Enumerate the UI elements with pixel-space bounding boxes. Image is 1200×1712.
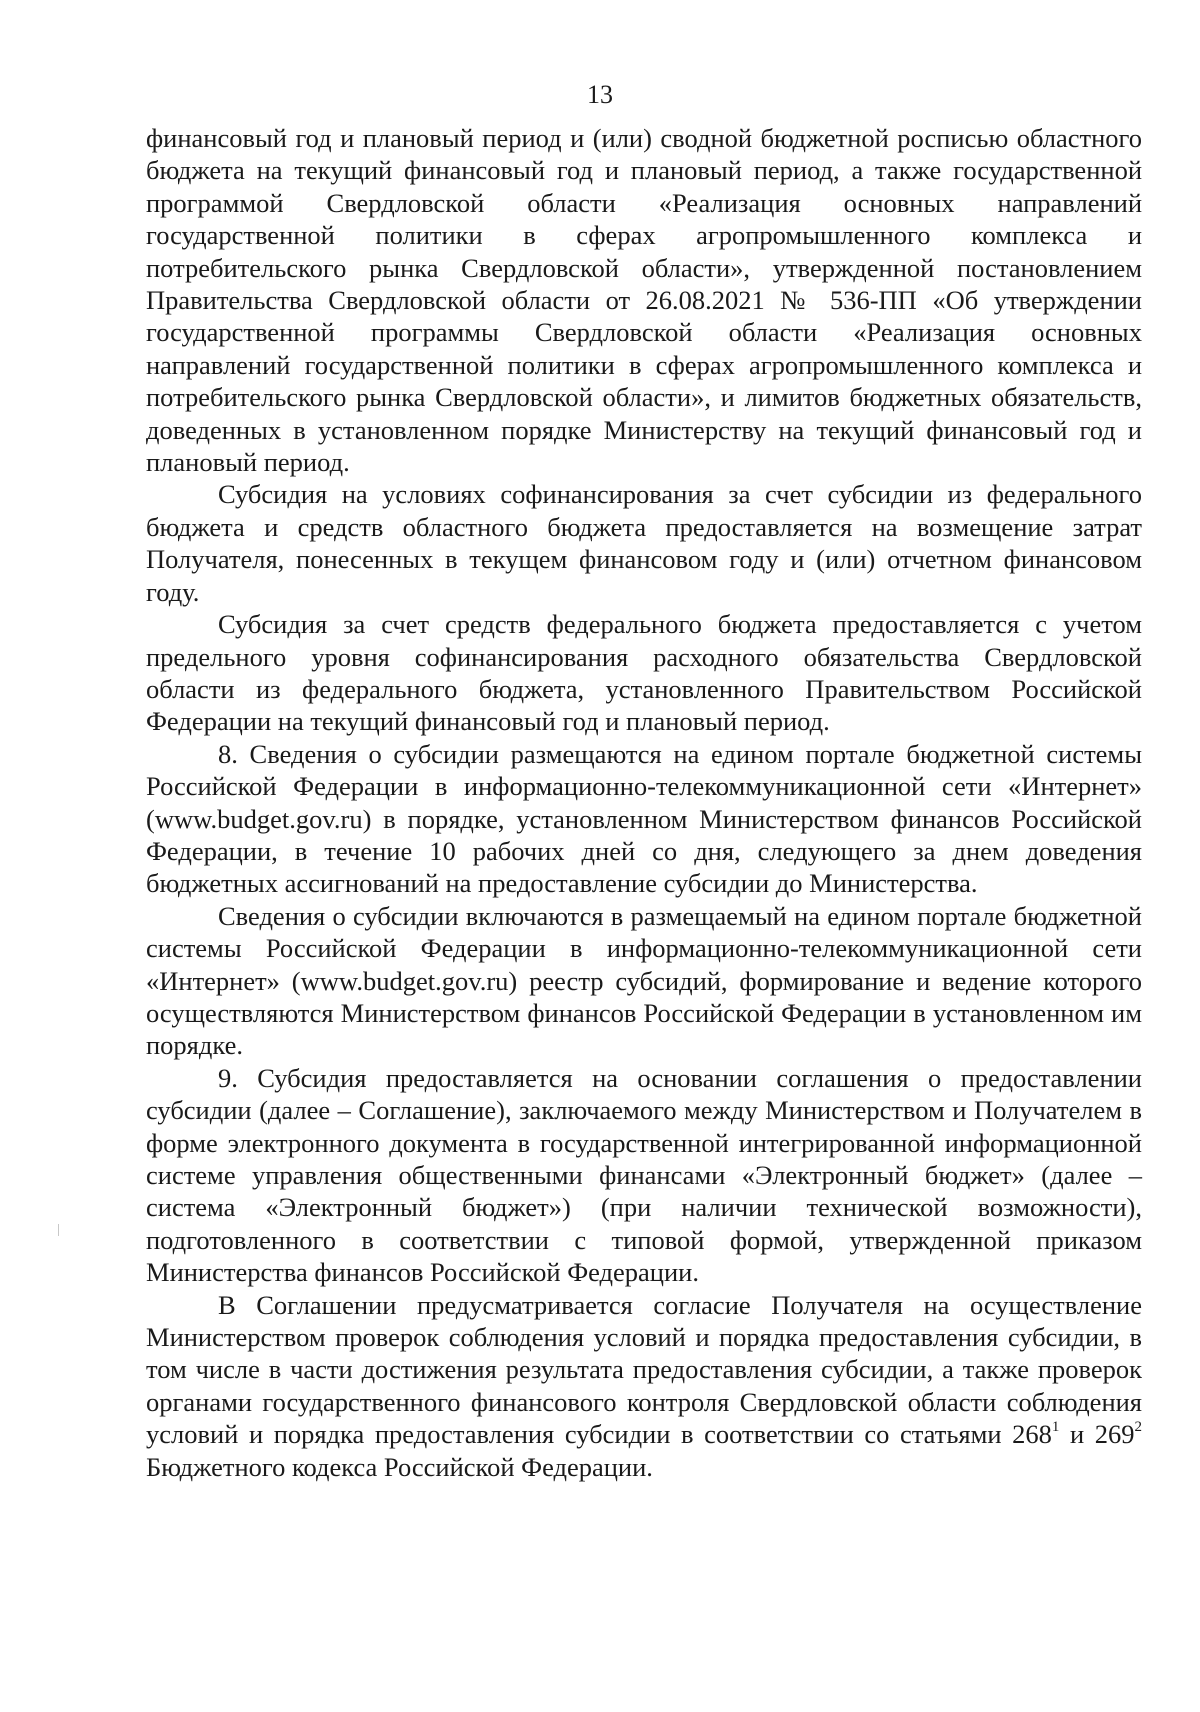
paragraph-subsidy-registry: Сведения о субсидии включаются в размещаемый на едином портале бюджетной системы Российской Федерации в информационно-телекоммуникационной сети «Интернет» (www.budget.gov.ru) реестр субсидий, формирование и ведение которого осуществляются Министерством финансов Российской Федерации в установленном им порядке.	[146, 900, 1142, 1061]
paragraph-item-9: 9. Субсидия предоставляется на основании соглашения о предоставлении субсидии (далее – Соглашение), заключаемого между Министерством и Получателем в форме электронного документа в государственной интегрированной информационной системе управления общественными финансами «Электронный бюджет» (далее – система «Электронный бюджет») (при наличии технической возможности), подготовленного в соответствии с типовой формой, утвержденной приказом Министерства финансов Российской Федерации.	[146, 1062, 1142, 1288]
paragraph-subsidy-cofinancing: Субсидия на условиях софинансирования за счет субсидии из федерального бюджета и средств областного бюджета предоставляется на возмещение затрат Получателя, понесенных в текущем финансовом году и (или) отчетном финансовом году.	[146, 479, 1142, 607]
paragraph-agreement-text-2: и 269	[1059, 1419, 1135, 1450]
paragraph-federal-budget-subsidy: Субсидия за счет средств федерального бюджета предоставляется с учетом предельного уровня софинансирования расходного обязательства Свердловской области из федерального бюджета, установленного Правительством Российской Федерации на текущий финансовый год и плановый период.	[146, 609, 1142, 737]
margin-mark	[58, 1224, 59, 1236]
article-269-superscript: 2	[1134, 1419, 1142, 1436]
paragraph-agreement-text-1: В Соглашении предусматривается согласие Получателя на осуществление Министерством проверок соблюдения условий и порядка предоставления субсидии, в том числе в части достижения результата предоставления субсидии, а также проверок органами государственного финансового контроля Свердловской области соблюдения условий и порядка предоставления субсидии в соответствии со статьями 268	[146, 1289, 1142, 1450]
paragraph-agreement-text-3: Бюджетного кодекса Российской Федерации.	[146, 1451, 653, 1482]
page-number: 13	[587, 80, 613, 109]
document-body	[146, 122, 1142, 1483]
paragraph-agreement-consent	[146, 1289, 1142, 1483]
paragraph-item-8: 8. Сведения о субсидии размещаются на едином портале бюджетной системы Российской Федерации в информационно-телекоммуникационной сети «Интернет» (www.budget.gov.ru) в порядке, установленном Министерством финансов Российской Федерации, в течение 10 рабочих дней со дня, следующего за днем доведения бюджетных ассигнований на предоставление субсидии до Министерства.	[146, 738, 1142, 899]
article-268-superscript: 1	[1051, 1419, 1060, 1436]
paragraph-continuation: финансовый год и плановый период и (или) сводной бюджетной росписью областного бюджета на текущий финансовый год и плановый период, а также государственной программой Свердловской области «Реализация основных направлений государственной политики в сферах агропромышленного комплекса и потребительского рынка Свердловской области», утвержденной постановлением Правительства Свердловской области от 26.08.2021 № 536-ПП «Об утверждении государственной программы Свердловской области «Реализация основных направлений государственной политики в сферах агропромышленного комплекса и потребительского рынка Свердловской области», и лимитов бюджетных обязательств, доведенных в установленном порядке Министерству на текущий финансовый год и плановый период.	[146, 123, 1142, 478]
